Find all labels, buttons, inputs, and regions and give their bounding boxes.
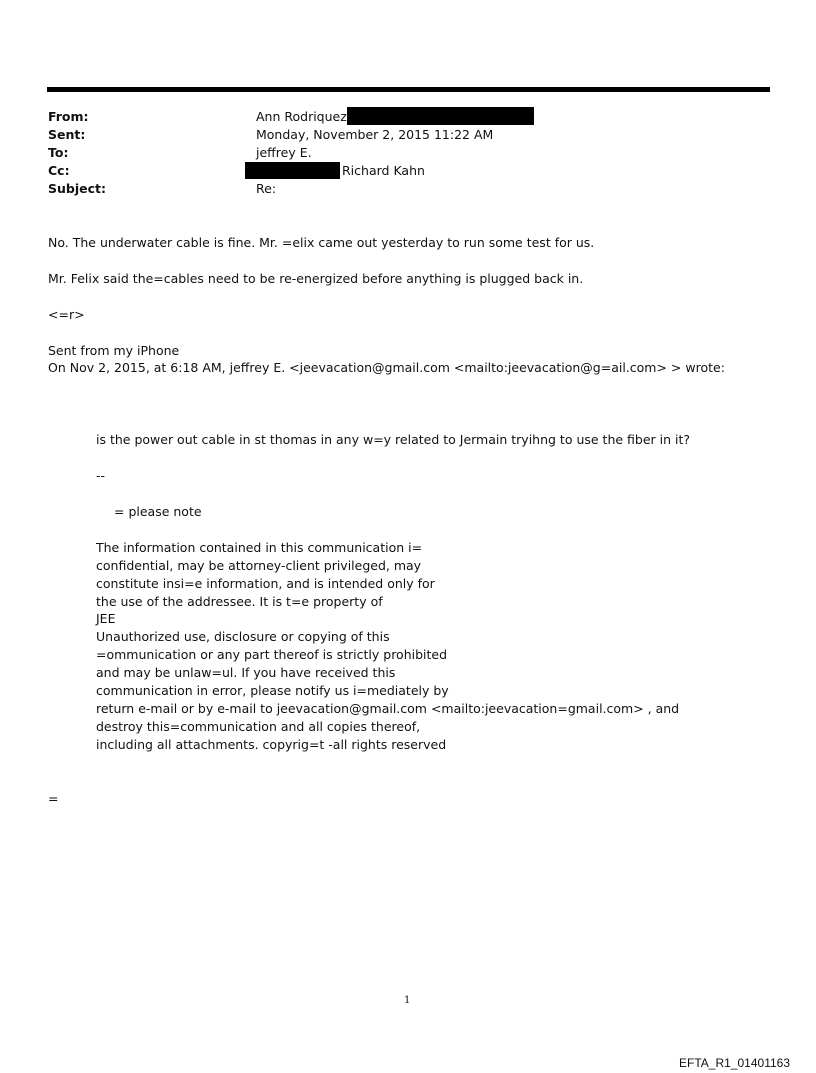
redaction-cc xyxy=(245,162,340,179)
quoted-question: is the power out cable in st thomas in any w=y related to Jermain tryihng to use the fiber in it? xyxy=(96,432,691,447)
disclaimer-line: and may be unlaw=ul. If you have received this xyxy=(96,665,396,680)
please-note: = please note xyxy=(114,504,202,519)
redaction-from-email xyxy=(347,107,534,125)
header-rule xyxy=(47,87,770,92)
reply-attribution: On Nov 2, 2015, at 6:18 AM, jeffrey E. <jeevacation@gmail.com <mailto:jeevacation@g=ail.com> > wrote: xyxy=(48,360,725,375)
disclaimer-line: including all attachments. copyrig=t -all rights reserved xyxy=(96,737,447,752)
disclaimer-line: confidential, may be attorney-client privileged, may xyxy=(96,558,422,573)
to-value: jeffrey E. xyxy=(256,145,312,160)
sent-label: Sent: xyxy=(48,127,86,142)
subject-value: Re: xyxy=(256,181,277,196)
cc-label: Cc: xyxy=(48,163,70,178)
disclaimer-line: the use of the addressee. It is t=e property of xyxy=(96,594,383,609)
page-number: 1 xyxy=(404,995,411,1006)
body-line-3: <=r> xyxy=(48,307,85,322)
to-label: To: xyxy=(48,145,69,160)
from-label: From: xyxy=(48,109,89,124)
disclaimer-line: destroy this=communication and all copies thereof, xyxy=(96,719,421,734)
disclaimer-line: constitute insi=e information, and is intended only for xyxy=(96,576,435,591)
body-line-2: Mr. Felix said the=cables need to be re-energized before anything is plugged back in. xyxy=(48,271,584,286)
cc-value: Richard Kahn xyxy=(342,163,425,178)
from-value: Ann Rodriquez xyxy=(256,109,347,124)
subject-label: Subject: xyxy=(48,181,106,196)
disclaimer-line: communication in error, please notify us i=mediately by xyxy=(96,683,449,698)
body-line-1: No. The underwater cable is fine. Mr. =elix came out yesterday to run some test for us. xyxy=(48,235,595,250)
signature-dashes: -- xyxy=(96,468,106,483)
disclaimer-line: JEE xyxy=(96,611,116,626)
sent-from-line: Sent from my iPhone xyxy=(48,343,180,358)
disclaimer-line: =ommunication or any part thereof is strictly prohibited xyxy=(96,647,448,662)
disclaimer-line: Unauthorized use, disclosure or copying of this xyxy=(96,629,390,644)
disclaimer-line: The information contained in this communication i= xyxy=(96,540,423,555)
bates-number: EFTA_R1_01401163 xyxy=(679,1056,790,1070)
disclaimer-line: return e-mail or by e-mail to jeevacation@gmail.com <mailto:jeevacation=gmail.com> , and xyxy=(96,701,680,716)
sent-value: Monday, November 2, 2015 11:22 AM xyxy=(256,127,494,142)
trailing-equals: = xyxy=(48,791,59,806)
